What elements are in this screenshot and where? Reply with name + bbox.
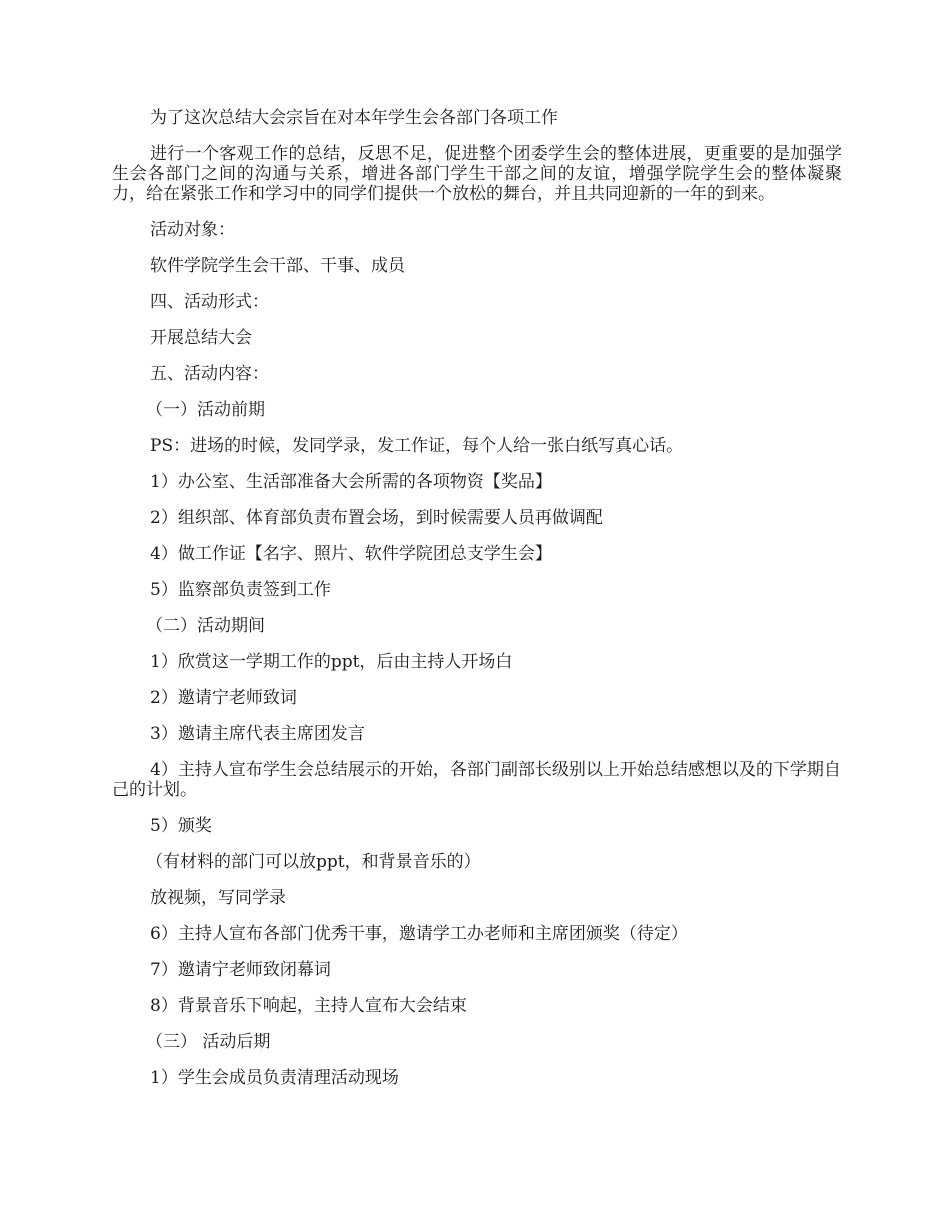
paragraph-form: 开展总结大会 bbox=[150, 328, 252, 348]
list-item-during-3: 3）邀请主席代表主席团发言 bbox=[150, 724, 365, 744]
paragraph-target: 软件学院学生会干部、干事、成员 bbox=[150, 256, 405, 276]
section-heading-early: （一）活动前期 bbox=[146, 400, 265, 420]
list-item-early-5: 5）监察部负责签到工作 bbox=[150, 580, 331, 600]
paragraph-purpose-intro: 为了这次总结大会宗旨在对本年学生会各部门各项工作 bbox=[150, 108, 558, 128]
paragraph-target-heading: 活动对象： bbox=[150, 220, 235, 240]
list-item-early-4: 4）做工作证【名字、照片、软件学院团总支学生会】 bbox=[150, 544, 552, 564]
list-item-during-1: 1）欣赏这一学期工作的ppt，后由主持人开场白 bbox=[150, 652, 513, 672]
paragraph-ppt-note: （有材料的部门可以放ppt，和背景音乐的） bbox=[146, 852, 481, 872]
list-item-early-2: 2）组织部、体育部负责布置会场，到时候需要人员再做调配 bbox=[150, 508, 603, 528]
paragraph-ps-note: PS：进场的时候，发同学录，发工作证，每个人给一张白纸写真心话。 bbox=[150, 436, 684, 456]
list-item-during-2: 2）邀请宁老师致词 bbox=[150, 688, 297, 708]
list-item-during-5: 5）颁奖 bbox=[150, 816, 212, 836]
list-item-during-6: 6）主持人宣布各部门优秀干事，邀请学工办老师和主席团颁奖（待定） bbox=[150, 924, 688, 944]
section-heading-during: （二）活动期间 bbox=[146, 616, 265, 636]
list-item-during-8: 8）背景音乐下响起，主持人宣布大会结束 bbox=[150, 996, 467, 1016]
paragraph-content-heading: 五、活动内容： bbox=[150, 364, 269, 384]
document-body bbox=[112, 108, 842, 1104]
paragraph-video: 放视频，写同学录 bbox=[150, 888, 286, 908]
list-item-early-1: 1）办公室、生活部准备大会所需的各项物资【奖品】 bbox=[150, 472, 552, 492]
list-item-after-1: 1）学生会成员负责清理活动现场 bbox=[150, 1068, 399, 1088]
paragraph-purpose-detail: 进行一个客观工作的总结，反思不足，促进整个团委学生会的整体进展，更重要的是加强学生会各部门之间的沟通与关系，增进各部门学生干部之间的友谊，增强学院学生会的整体凝聚力，给在紧张工作和学习中的同学们提供一个放松的舞台，并且共同迎新的一年的到来。 bbox=[112, 144, 842, 204]
list-item-during-7: 7）邀请宁老师致闭幕词 bbox=[150, 960, 331, 980]
paragraph-form-heading: 四、活动形式： bbox=[150, 292, 269, 312]
section-heading-after: （三） 活动后期 bbox=[146, 1032, 271, 1052]
list-item-during-4: 4）主持人宣布学生会总结展示的开始，各部门副部长级别以上开始总结感想以及的下学期自己的计划。 bbox=[112, 760, 841, 800]
